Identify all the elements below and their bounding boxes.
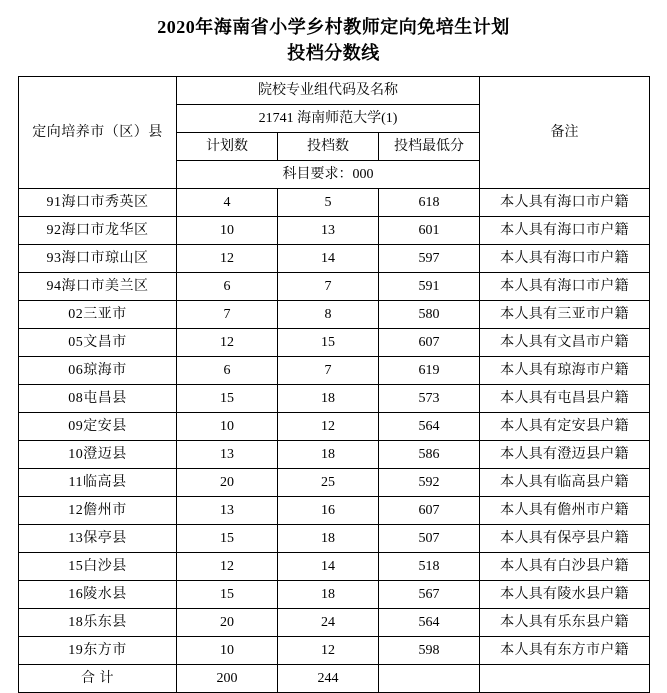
cell-min: 597 xyxy=(379,245,480,273)
cell-note: 本人具有海口市户籍 xyxy=(480,245,650,273)
document-title xyxy=(0,0,667,66)
cell-plan: 7 xyxy=(177,301,278,329)
cell-plan: 4 xyxy=(177,189,278,217)
cell-submit: 7 xyxy=(278,273,379,301)
cell-total-plan: 200 xyxy=(177,665,278,693)
cell-plan: 12 xyxy=(177,245,278,273)
cell-note: 本人具有屯昌县户籍 xyxy=(480,385,650,413)
cell-plan: 10 xyxy=(177,217,278,245)
cell-region: 91海口市秀英区 xyxy=(19,189,177,217)
cell-region: 16陵水县 xyxy=(19,581,177,609)
table-row xyxy=(19,469,650,497)
header-group-title: 院校专业组代码及名称 xyxy=(177,77,480,105)
cell-min: 598 xyxy=(379,637,480,665)
cell-note: 本人具有儋州市户籍 xyxy=(480,497,650,525)
cell-note: 本人具有定安县户籍 xyxy=(480,413,650,441)
cell-min: 518 xyxy=(379,553,480,581)
cell-submit: 18 xyxy=(278,525,379,553)
table-total-row xyxy=(19,665,650,693)
cell-submit: 12 xyxy=(278,413,379,441)
cell-submit: 24 xyxy=(278,609,379,637)
cell-plan: 20 xyxy=(177,469,278,497)
score-table-container xyxy=(0,66,667,693)
cell-submit: 25 xyxy=(278,469,379,497)
cell-region: 11临高县 xyxy=(19,469,177,497)
cell-min: 580 xyxy=(379,301,480,329)
cell-note: 本人具有澄迈县户籍 xyxy=(480,441,650,469)
cell-region: 06琼海市 xyxy=(19,357,177,385)
cell-total-label: 合 计 xyxy=(19,665,177,693)
cell-note: 本人具有临高县户籍 xyxy=(480,469,650,497)
cell-submit: 7 xyxy=(278,357,379,385)
cell-plan: 6 xyxy=(177,273,278,301)
score-table xyxy=(18,76,650,693)
cell-region: 09定安县 xyxy=(19,413,177,441)
cell-region: 19东方市 xyxy=(19,637,177,665)
cell-submit: 13 xyxy=(278,217,379,245)
cell-plan: 10 xyxy=(177,413,278,441)
table-row xyxy=(19,189,650,217)
cell-min: 567 xyxy=(379,581,480,609)
cell-note: 本人具有乐东县户籍 xyxy=(480,609,650,637)
table-row xyxy=(19,525,650,553)
cell-plan: 13 xyxy=(177,441,278,469)
cell-submit: 18 xyxy=(278,441,379,469)
cell-submit: 14 xyxy=(278,553,379,581)
cell-min: 564 xyxy=(379,413,480,441)
cell-note: 本人具有保亭县户籍 xyxy=(480,525,650,553)
cell-min: 591 xyxy=(379,273,480,301)
cell-min: 586 xyxy=(379,441,480,469)
cell-region: 08屯昌县 xyxy=(19,385,177,413)
cell-region: 92海口市龙华区 xyxy=(19,217,177,245)
cell-plan: 20 xyxy=(177,609,278,637)
table-row xyxy=(19,357,650,385)
cell-min: 618 xyxy=(379,189,480,217)
header-submit-count: 投档数 xyxy=(278,133,379,161)
cell-note: 本人具有海口市户籍 xyxy=(480,217,650,245)
header-note: 备注 xyxy=(480,77,650,189)
table-body xyxy=(19,189,650,693)
cell-total-min xyxy=(379,665,480,693)
header-school: 21741 海南师范大学(1) xyxy=(177,105,480,133)
header-min-score: 投档最低分 xyxy=(379,133,480,161)
table-row xyxy=(19,609,650,637)
cell-submit: 18 xyxy=(278,385,379,413)
header-subject-requirement: 科目要求：000 xyxy=(177,161,480,189)
cell-region: 13保亭县 xyxy=(19,525,177,553)
cell-submit: 16 xyxy=(278,497,379,525)
cell-submit: 14 xyxy=(278,245,379,273)
cell-total-submit: 244 xyxy=(278,665,379,693)
cell-region: 94海口市美兰区 xyxy=(19,273,177,301)
table-row xyxy=(19,581,650,609)
cell-plan: 6 xyxy=(177,357,278,385)
cell-note: 本人具有海口市户籍 xyxy=(480,189,650,217)
cell-min: 607 xyxy=(379,497,480,525)
cell-note: 本人具有文昌市户籍 xyxy=(480,329,650,357)
cell-region: 10澄迈县 xyxy=(19,441,177,469)
table-row xyxy=(19,301,650,329)
cell-plan: 15 xyxy=(177,525,278,553)
cell-submit: 18 xyxy=(278,581,379,609)
table-header xyxy=(19,77,650,189)
header-row-1 xyxy=(19,77,650,105)
title-line-2: 投档分数线 xyxy=(287,43,380,63)
cell-plan: 13 xyxy=(177,497,278,525)
cell-note: 本人具有陵水县户籍 xyxy=(480,581,650,609)
cell-plan: 15 xyxy=(177,385,278,413)
title-line-1: 2020年海南省小学乡村教师定向免培生计划 xyxy=(157,17,510,37)
cell-submit: 8 xyxy=(278,301,379,329)
table-row xyxy=(19,385,650,413)
cell-note: 本人具有东方市户籍 xyxy=(480,637,650,665)
cell-total-note xyxy=(480,665,650,693)
cell-note: 本人具有海口市户籍 xyxy=(480,273,650,301)
cell-min: 601 xyxy=(379,217,480,245)
cell-region: 02三亚市 xyxy=(19,301,177,329)
cell-region: 15白沙县 xyxy=(19,553,177,581)
table-row xyxy=(19,217,650,245)
table-row xyxy=(19,413,650,441)
cell-region: 93海口市琼山区 xyxy=(19,245,177,273)
cell-min: 592 xyxy=(379,469,480,497)
table-row xyxy=(19,273,650,301)
cell-min: 507 xyxy=(379,525,480,553)
cell-region: 12儋州市 xyxy=(19,497,177,525)
cell-min: 564 xyxy=(379,609,480,637)
cell-note: 本人具有白沙县户籍 xyxy=(480,553,650,581)
cell-plan: 12 xyxy=(177,329,278,357)
table-row xyxy=(19,497,650,525)
cell-submit: 5 xyxy=(278,189,379,217)
cell-min: 607 xyxy=(379,329,480,357)
cell-plan: 12 xyxy=(177,553,278,581)
cell-submit: 15 xyxy=(278,329,379,357)
table-row xyxy=(19,329,650,357)
header-region: 定向培养市（区）县 xyxy=(19,77,177,189)
cell-region: 05文昌市 xyxy=(19,329,177,357)
cell-note: 本人具有琼海市户籍 xyxy=(480,357,650,385)
table-row xyxy=(19,245,650,273)
cell-submit: 12 xyxy=(278,637,379,665)
cell-note: 本人具有三亚市户籍 xyxy=(480,301,650,329)
cell-plan: 15 xyxy=(177,581,278,609)
table-row xyxy=(19,553,650,581)
table-row xyxy=(19,637,650,665)
cell-min: 573 xyxy=(379,385,480,413)
table-row xyxy=(19,441,650,469)
cell-min: 619 xyxy=(379,357,480,385)
cell-plan: 10 xyxy=(177,637,278,665)
header-plan-count: 计划数 xyxy=(177,133,278,161)
cell-region: 18乐东县 xyxy=(19,609,177,637)
